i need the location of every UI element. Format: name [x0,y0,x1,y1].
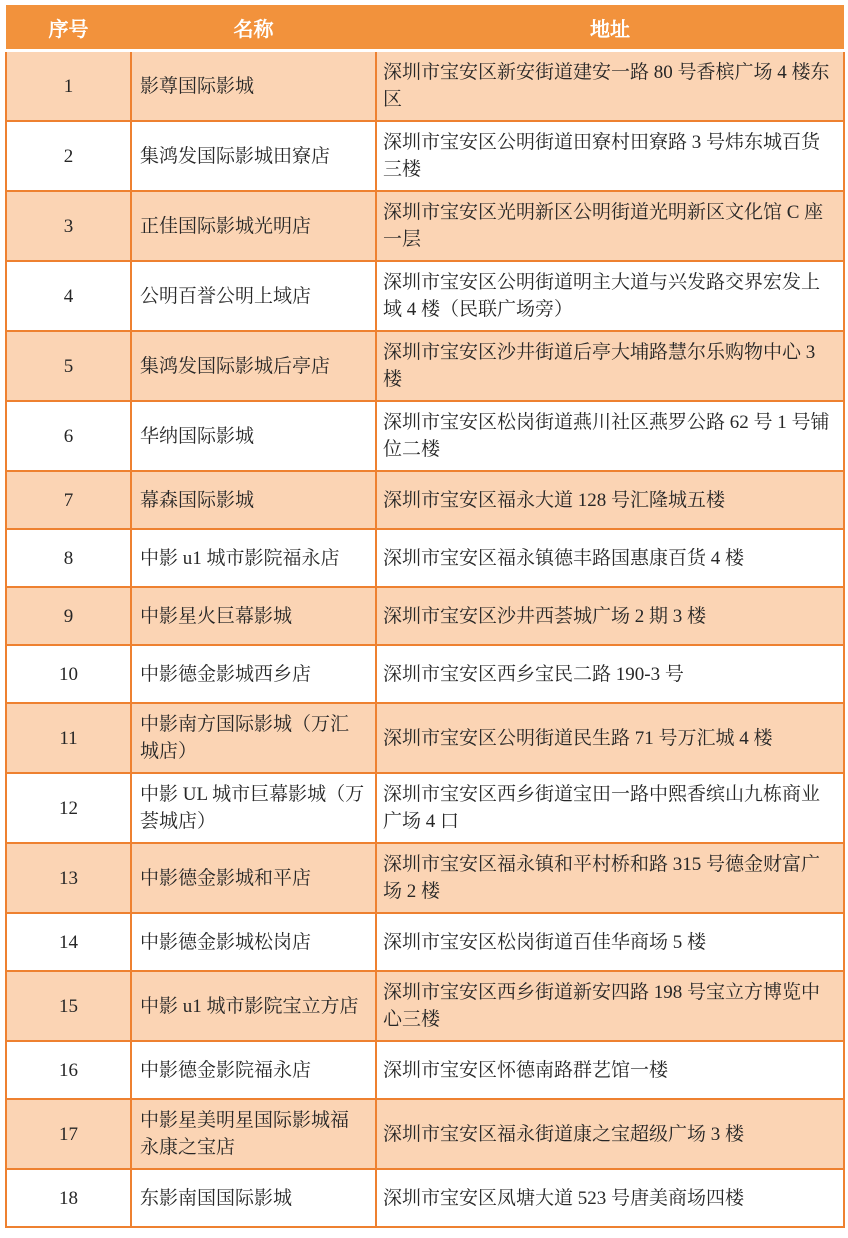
row-index-cell: 5 [6,331,131,401]
row-index-cell: 1 [6,51,131,122]
table-row [6,471,844,529]
cinema-name-cell: 中影南方国际影城（万汇城店） [131,703,376,773]
address-cell: 深圳市宝安区公明街道明主大道与兴发路交界宏发上域 4 楼（民联广场旁） [376,261,844,331]
table-row [6,191,844,261]
table-row [6,703,844,773]
cinema-name-cell: 中影德金影城松岗店 [131,913,376,971]
row-index-cell: 9 [6,587,131,645]
address-cell: 深圳市宝安区西乡街道宝田一路中熙香缤山九栋商业广场 4 口 [376,773,844,843]
address-cell: 深圳市宝安区沙井西荟城广场 2 期 3 楼 [376,587,844,645]
address-cell: 深圳市宝安区福永大道 128 号汇隆城五楼 [376,471,844,529]
table-row [6,529,844,587]
row-index-cell: 16 [6,1041,131,1099]
table-row [6,971,844,1041]
table-row [6,1169,844,1227]
table-row [6,843,844,913]
table-row [6,913,844,971]
address-cell: 深圳市宝安区松岗街道燕川社区燕罗公路 62 号 1 号铺位二楼 [376,401,844,471]
cinema-name-cell: 中影 UL 城市巨幕影城（万荟城店） [131,773,376,843]
row-index-cell: 12 [6,773,131,843]
cinema-name-cell: 中影德金影院福永店 [131,1041,376,1099]
cinema-name-cell: 集鸿发国际影城田寮店 [131,121,376,191]
row-index-cell: 6 [6,401,131,471]
row-index-cell: 7 [6,471,131,529]
cinema-name-cell: 中影星火巨幕影城 [131,587,376,645]
table-row [6,587,844,645]
address-cell: 深圳市宝安区公明街道田寮村田寮路 3 号炜东城百货三楼 [376,121,844,191]
cinema-name-cell: 华纳国际影城 [131,401,376,471]
address-cell: 深圳市宝安区凤塘大道 523 号唐美商场四楼 [376,1169,844,1227]
cinema-name-cell: 中影 u1 城市影院宝立方店 [131,971,376,1041]
table-row [6,261,844,331]
cinema-name-cell: 中影 u1 城市影院福永店 [131,529,376,587]
address-cell: 深圳市宝安区怀德南路群艺馆一楼 [376,1041,844,1099]
cinema-name-cell: 中影德金影城和平店 [131,843,376,913]
row-index-cell: 10 [6,645,131,703]
address-cell: 深圳市宝安区沙井街道后亭大埔路慧尔乐购物中心 3 楼 [376,331,844,401]
cinema-name-cell: 东影南国国际影城 [131,1169,376,1227]
cinema-table-body [6,51,844,1228]
column-header-name: 名称 [131,5,376,51]
row-index-cell: 14 [6,913,131,971]
table-row [6,1099,844,1169]
table-header [6,5,844,51]
address-cell: 深圳市宝安区新安街道建安一路 80 号香槟广场 4 楼东区 [376,51,844,122]
address-cell: 深圳市宝安区公明街道民生路 71 号万汇城 4 楼 [376,703,844,773]
column-header-address: 地址 [376,5,844,51]
table-row [6,121,844,191]
table-row [6,401,844,471]
table-row [6,645,844,703]
row-index-cell: 15 [6,971,131,1041]
table-row [6,51,844,122]
cinema-name-cell: 中影德金影城西乡店 [131,645,376,703]
header-row [6,5,844,51]
address-cell: 深圳市宝安区西乡宝民二路 190-3 号 [376,645,844,703]
row-index-cell: 13 [6,843,131,913]
cinema-name-cell: 集鸿发国际影城后亭店 [131,331,376,401]
table-row [6,1041,844,1099]
row-index-cell: 11 [6,703,131,773]
cinema-name-cell: 正佳国际影城光明店 [131,191,376,261]
address-cell: 深圳市宝安区福永镇德丰路国惠康百货 4 楼 [376,529,844,587]
column-header-index: 序号 [6,5,131,51]
table-row [6,331,844,401]
row-index-cell: 18 [6,1169,131,1227]
row-index-cell: 17 [6,1099,131,1169]
row-index-cell: 2 [6,121,131,191]
cinema-name-cell: 公明百誉公明上域店 [131,261,376,331]
address-cell: 深圳市宝安区福永街道康之宝超级广场 3 楼 [376,1099,844,1169]
table-row [6,773,844,843]
address-cell: 深圳市宝安区西乡街道新安四路 198 号宝立方博览中心三楼 [376,971,844,1041]
cinema-name-cell: 影尊国际影城 [131,51,376,122]
address-cell: 深圳市宝安区松岗街道百佳华商场 5 楼 [376,913,844,971]
address-cell: 深圳市宝安区光明新区公明街道光明新区文化馆 C 座一层 [376,191,844,261]
cinema-name-cell: 幕森国际影城 [131,471,376,529]
cinema-name-cell: 中影星美明星国际影城福永康之宝店 [131,1099,376,1169]
row-index-cell: 4 [6,261,131,331]
address-cell: 深圳市宝安区福永镇和平村桥和路 315 号德金财富广场 2 楼 [376,843,844,913]
row-index-cell: 8 [6,529,131,587]
row-index-cell: 3 [6,191,131,261]
cinema-table [5,5,845,1228]
